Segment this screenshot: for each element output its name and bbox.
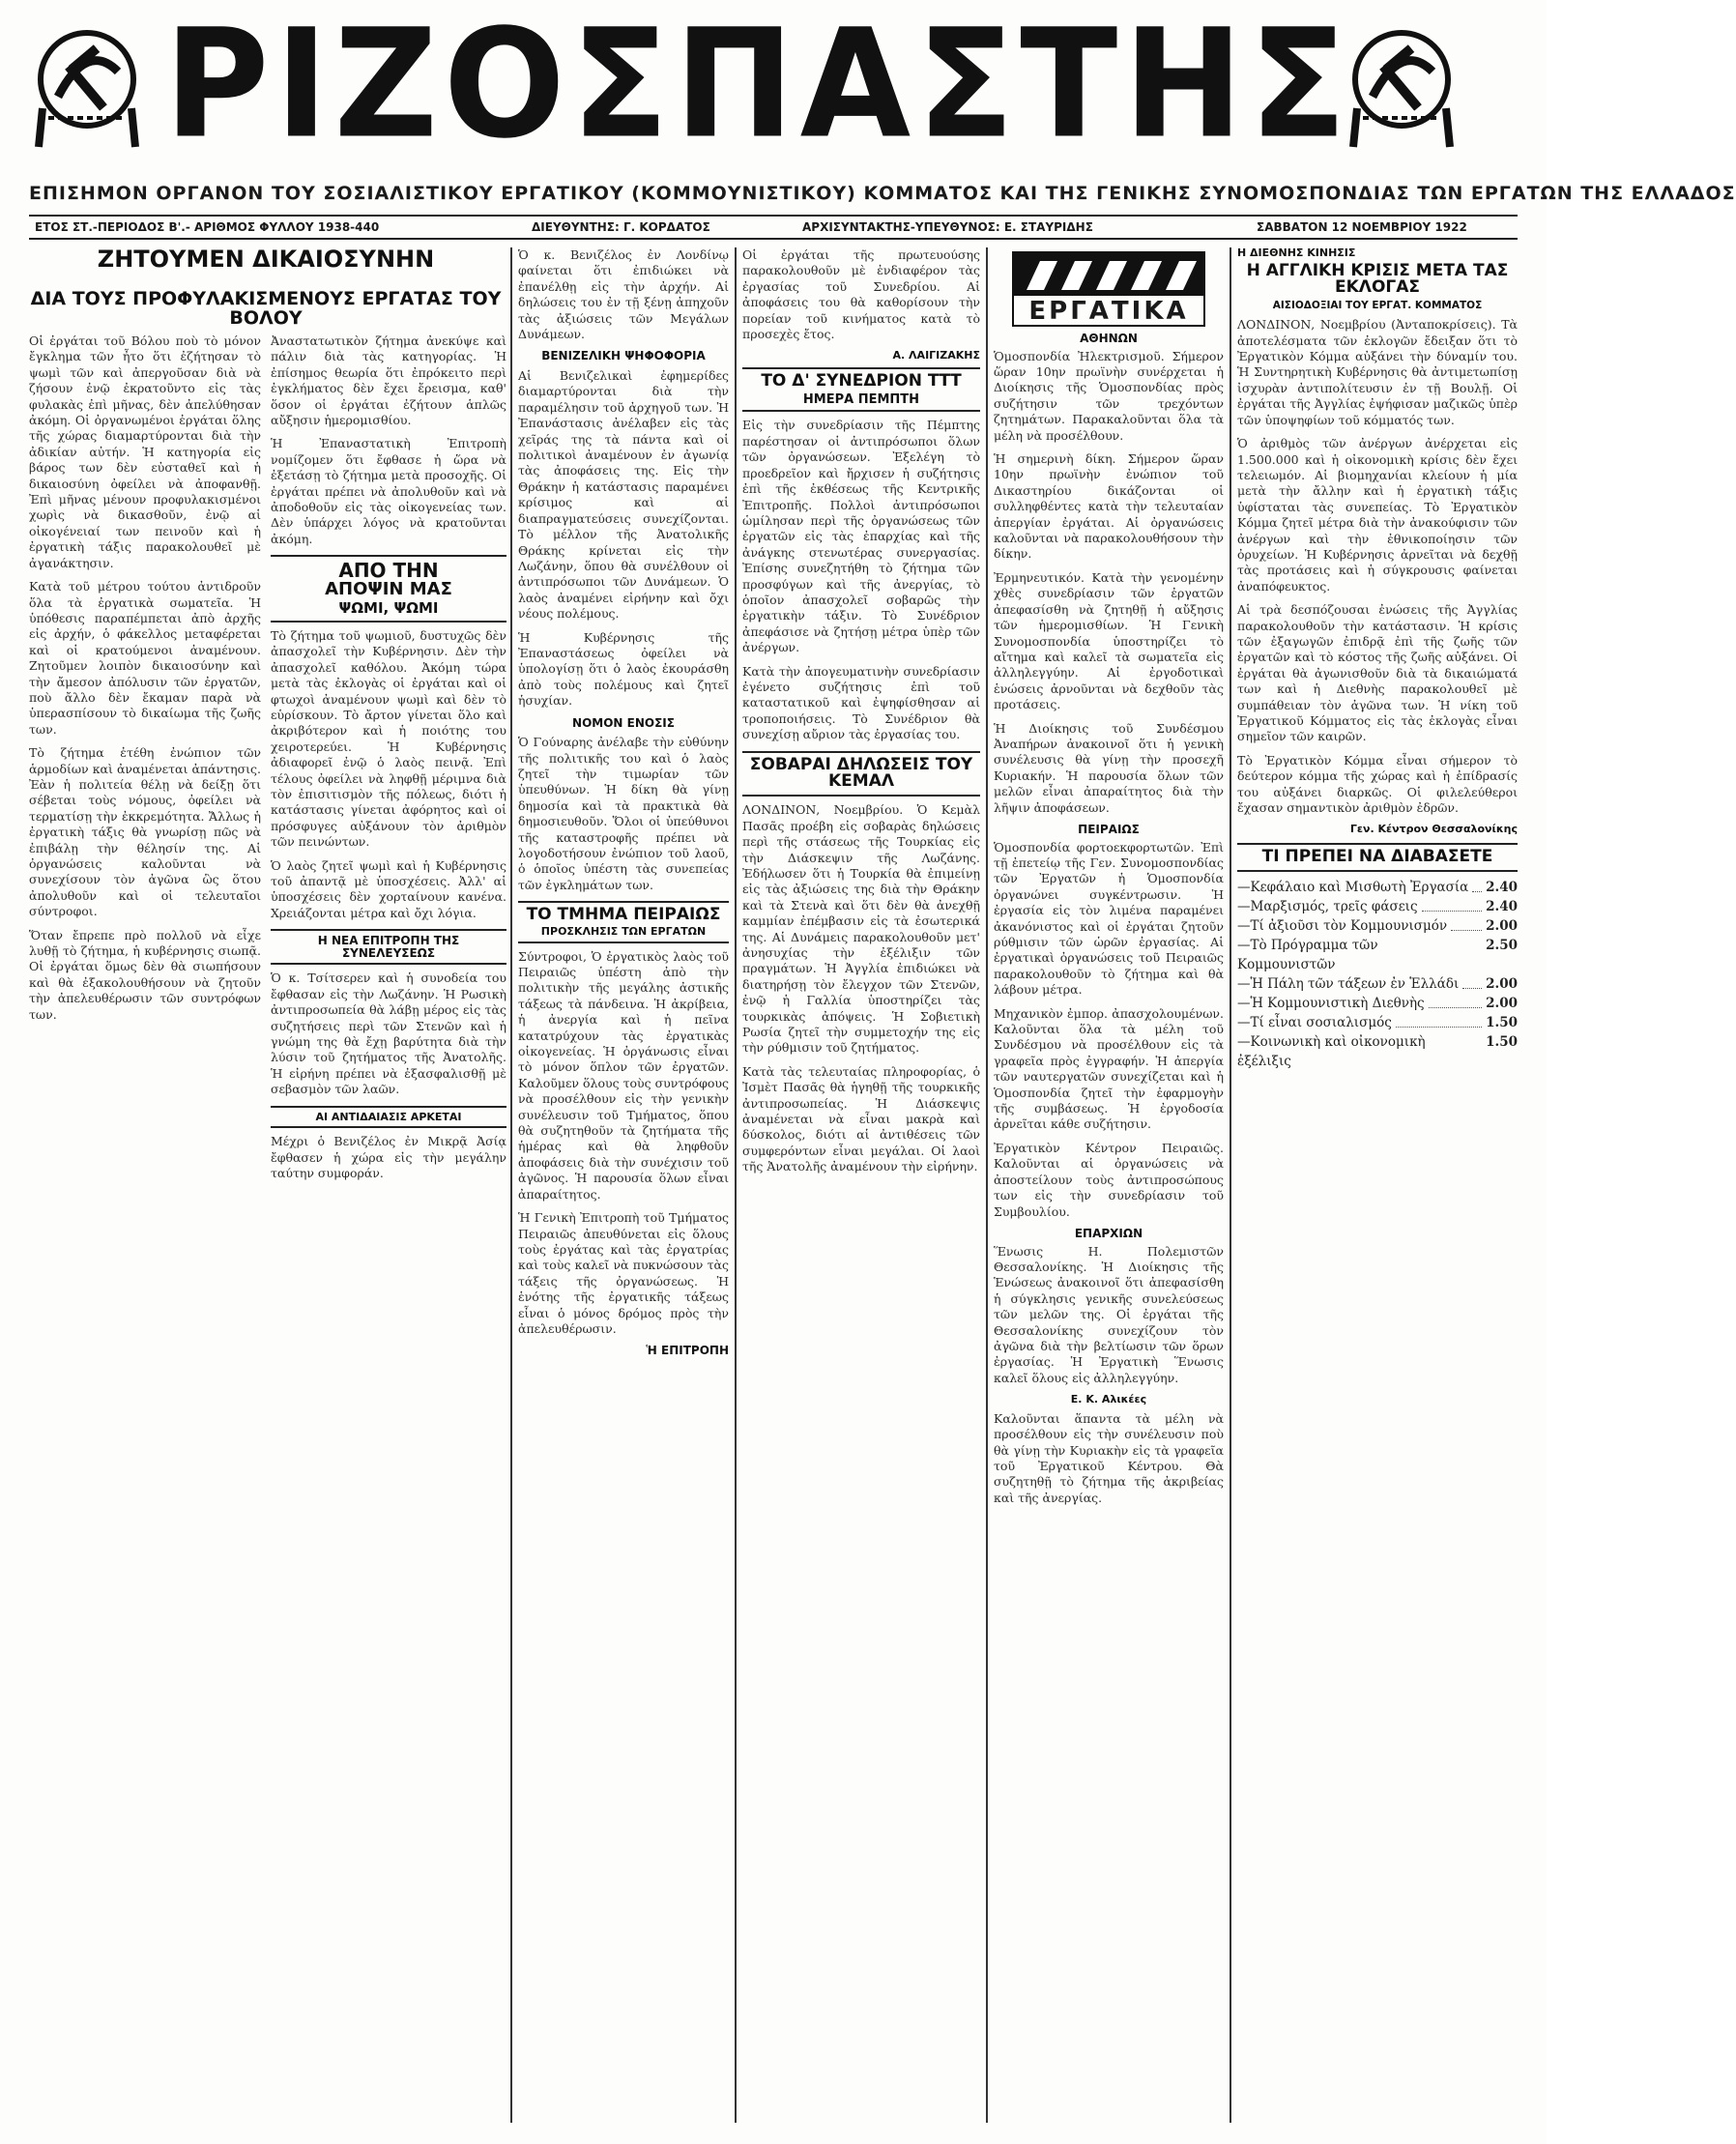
article-paragraph: Εἰς τὴν συνεδρίασιν τῆς Πέμπτης παρέστησαν οἱ ἀντιπρόσωποι ὅλων τῶν ὀργανώσεων. Ἐξελέγη τὸ προεδρεῖον καὶ ἤρχισεν ἡ συζήτησις ἐπὶ τῆς ἐκθέσεως τῆς Κεντρικῆς Ἐπιτροπῆς. Πολλοὶ ἀντιπρόσωποι ὡμίλησαν περὶ τῆς ὀργανώσεως τῶν ἐργατῶν εἰς τὰς ἐπαρχίας καὶ τῆς ἀνάγκης στενωτέρας συνεργασίας. Ἐπίσης συνεζητήθη τὸ ζήτημα τῶν προσφύγων καὶ τῆς ἀνεργίας, τὸ ὁποῖον ἀπασχολεῖ σοβαρῶς τὴν ἐργατικὴν τάξιν. Τὸ Συνέδριον ἀπεφάσισε νὰ ζητήσῃ μέτρα ὑπὲρ τῶν ἀνέργων. <box>742 418 980 655</box>
column-rule <box>986 247 988 2123</box>
section-title: ΑΠΟ ΤΗΝ <box>338 559 439 583</box>
column-rule <box>735 247 737 2123</box>
reading-list-item-title: —Κοινωνικὴ καὶ οἰκονομικὴ ἐξέλιξις <box>1237 1033 1426 1069</box>
reading-list-item-price: 2.50 <box>1486 937 1518 953</box>
masthead-title: ΡΙΖΟΣΠΑΣΤΗΣ <box>164 0 1353 172</box>
issue-info-strip <box>29 215 1518 240</box>
section-title: ΣΟΒΑΡΑΙ ΔΗΛΩΣΕΙΣ ΤΟΥ ΚΕΜΑΛ <box>742 751 980 797</box>
reading-list-item-title: —Μαρξισμός, τρεῖς φάσεις <box>1237 898 1418 914</box>
lead-paragraph: Κατὰ τοῦ μέτρου τούτου ἀντιδροῦν ὅλα τὰ ἐργατικὰ σωματεῖα. Ἡ ὑπόθεσις παραπέμπεται ἀπὸ ἀρχῆς εἰς ἀρχήν, ὁ φάκελλος μεταφέρεται καὶ οἱ κρατούμενοι ἀναμένουν. Ζητοῦμεν λοιπὸν δικαιοσύνην καὶ τὴν ἄμεσον ἀπόλυσιν τῶν ἐργατῶν, ποὺ ἄλλο δὲν ἔκαμαν παρὰ νὰ ὑπερασπίσουν τὸ δικαίωμα τῆς ζωῆς των. <box>29 579 261 737</box>
lead-paragraph: Ὅταν ἔπρεπε πρὸ πολλοῦ νὰ εἶχε λυθῇ τὸ ζήτημα, ἡ κυβέρνησις σιωπᾷ. Οἱ ἐργάται ὅμως δὲν θὰ σιωπήσουν καὶ θὰ ἐξακολουθήσουν νὰ ζητοῦν τὴν ἀπελευθέρωσιν τῶν συντρόφων των. <box>29 927 261 1022</box>
notice-paragraph: Καλοῦνται ἅπαντα τὰ μέλη νὰ προσέλθουν εἰς τὴν συνέλευσιν ποὺ θὰ γίνῃ τὴν Κυριακὴν εἰς τὰ γραφεῖα τοῦ Ἐργατικοῦ Κέντρου. Θὰ συζητηθῇ τὸ ζήτημα τῆς ἀκριβείας καὶ τῆς ἀνεργίας. <box>994 1410 1224 1505</box>
lead-paragraph: Οἱ ἐργάται τοῦ Βόλου ποὺ τὸ μόνον ἔγκλημα τῶν ἦτο ὅτι ἐζήτησαν τὸ ψωμὶ τῶν καὶ ἀπεργοῦσαν διὰ νὰ ζήσουν ἐνῷ ἐκρατοῦντο εἰς τὰς φυλακὰς ἐπὶ μῆνας, δὲν ἀπελύθησαν ἀκόμη. Οἱ ὀργανωμένοι ἐργάται ὅλης τῆς χώρας διαμαρτύρονται διὰ τὴν ἀδικίαν αὐτήν. Ἡ κατηγορία εἰς βάρος των δὲν εὐσταθεῖ καὶ ἡ δικαιοσύνη ὀφείλει νὰ ἀποφανθῇ. Ἐπὶ μῆνας μένουν προφυλακισμένοι χωρὶς νὰ δικασθοῦν, ἐνῷ αἱ οἰκογένειαί των πεινοῦν καὶ ἡ ἐργατικὴ τάξις παρακολουθεῖ μὲ ἀγανάκτησιν. <box>29 333 261 570</box>
logo-bar <box>1014 253 1203 296</box>
article-paragraph: Οἱ ἐργάται τῆς πρωτευούσης παρακολουθοῦν μὲ ἐνδιαφέρον τὰς ἐργασίας τοῦ Συνεδρίου. Αἱ ἀποφάσεις του θὰ καθορίσουν τὴν πορείαν τοῦ κινήματος κατὰ τὸ προσεχὲς ἔτος. <box>742 247 980 342</box>
article-paragraph: Αἱ τρὰ δεσπόζουσαι ἐνώσεις τῆς Ἀγγλίας παρακολουθοῦν τὴν κατάστασιν. Ἡ κρίσις τῶν ἐξαγωγῶν ἐπιδρᾷ ἐπὶ τῆς ζωῆς τῶν ἐργατῶν καὶ τὸ κόστος τῆς ζωῆς αὐξάνει. Οἱ ἐργάται θὰ ἀγωνισθοῦν διὰ τὰ δικαιώματά των καὶ ἡ Διεθνὴς παρακολουθεῖ μὲ συμπάθειαν τὸν ἀγῶνα των. Ἡ νίκη τοῦ Ἐργατικοῦ Κόμματος εἰς τὰς ἐκλογὰς εἶναι σημεῖον τῶν καιρῶν. <box>1237 602 1518 744</box>
article-paragraph: Σύντροφοι, Ὁ ἐργατικὸς λαὸς τοῦ Πειραιῶς ὑπέστη ἀπὸ τὴν πολιτικὴν τῆς μεγάλης ἀστικῆς τάξεως τὰ πάνδεινα. Ἡ ἀκρίβεια, ἡ ἀνεργία καὶ ἡ πεῖνα κατατρύχουν τὰς ἐργατικὰς οἰκογενείας. Ἡ ὀργάνωσις εἶναι τὸ μόνον ὅπλον τῶν ἐργατῶν. Καλοῦμεν ὅλους τοὺς συντρόφους νὰ προσέλθουν εἰς τὴν γενικὴν συνέλευσιν τοῦ Τμήματος, ὅπου θὰ συζητηθοῦν τὰ ζητήματα τῆς ἡμέρας καὶ θὰ ληφθοῦν ἀποφάσεις διὰ τὴν συνέχισιν τοῦ ἀγῶνος. Ἡ παρουσία ὅλων εἶναι ἀπαραίτητος. <box>518 948 729 1202</box>
section-kicker: ΨΩΜΙ, ΨΩΜΙ <box>338 599 439 618</box>
section-title: ΠΕΙΡΑΙΩΣ <box>1078 822 1140 836</box>
leader-dots <box>1422 897 1483 912</box>
notice-paragraph: Ὁμοσπονδία Ἠλεκτρισμοῦ. Σήμερον ὥραν 10ην πρωϊνὴν συνέρχεται ἡ Διοίκησις τῆς Ὁμοσπονδίας πρὸς συζήτησιν τῶν τρεχόντων ζητημάτων. Παρακαλοῦνται ὅλα τὰ μέλη νὰ προσέλθουν. <box>994 348 1224 443</box>
section-title: ΤΟ ΤΜΗΜΑ ΠΕΙΡΑΙΩΣ <box>526 905 721 925</box>
section-subtitle: ΑΠΟΨΙΝ ΜΑΣ <box>325 579 452 600</box>
reading-list-item <box>1237 1032 1518 1071</box>
ergatika-logo <box>1012 251 1205 327</box>
hammer-sickle-emblem-right <box>1344 21 1460 157</box>
section-title: ΑΘΗΝΩΝ <box>1080 332 1138 345</box>
column-4 <box>742 247 980 2123</box>
reading-list-item-title: —Τί ἀξιοῦσι τὸν Κομμουνισμόν <box>1237 917 1448 934</box>
issue-date: ΣΑΒΒΑΤΟΝ 12 ΝΟΕΜΒΡΙΟΥ 1922 <box>1257 220 1467 234</box>
reading-list-item-price: 1.50 <box>1486 1033 1518 1050</box>
reading-list-item <box>1237 1013 1518 1032</box>
section-heading-block <box>518 901 729 942</box>
leader-dots <box>1462 974 1482 989</box>
article-paragraph: Κατὰ τὴν ἀπογευματινὴν συνεδρίασιν ἐγένετο συζήτησις ἐπὶ τοῦ καταστατικοῦ καὶ ἐψηφίσθησαν αἱ τροποποιήσεις. Τὸ Συνέδριον θὰ συνεχίσῃ αὔριον τὰς ἐργασίας του. <box>742 663 980 742</box>
reading-list-item <box>1237 994 1518 1013</box>
section-title: ΤΟ Δ' ΣΥΝΕΔΡΙΟΝ ΤΤΤ <box>761 370 962 391</box>
column-3 <box>518 247 729 2123</box>
reading-list-item <box>1237 916 1518 936</box>
section-subtitle: ΑΙΣΙΟΔΟΞΙΑΙ ΤΟΥ ΕΡΓΑΤ. ΚΟΜΜΑΤΟΣ <box>1272 300 1483 312</box>
section-title: ΕΠΑΡΧΙΩΝ <box>1074 1226 1143 1240</box>
notice-paragraph: Ὁμοσπονδία φορτοεκφορτωτῶν. Ἐπὶ τῇ ἐπετείῳ τῆς Γεν. Συνομοσπονδίας τῶν Ἐργατῶν ἡ Ὁμοσπονδία ὀργανώνει συγκέντρωσιν. Ἡ ἐργασία εἰς τὸν λιμένα παραμένει ἀκανόνιστος καὶ οἱ ἐργάται ζητοῦν ρύθμισιν τῶν ὡρῶν ἐργασίας. Αἱ ἐργατικαὶ ὀργανώσεις τοῦ Πειραιῶς παρακολουθοῦν τὸ ζήτημα καὶ θὰ λάβουν μέτρα. <box>994 839 1224 998</box>
reading-list-item-title: —Τὸ Πρόγραμμα τῶν Κομμουνιστῶν <box>1237 937 1378 972</box>
signature: Γεν. Κέντρον Θεσσαλονίκης <box>1349 823 1518 836</box>
leader-dots <box>1396 1013 1482 1028</box>
notice-paragraph: Ἡ Διοίκησις τοῦ Συνδέσμου Ἀναπήρων ἀνακοινοῖ ὅτι ἡ γενικὴ συνέλευσις θὰ γίνῃ τὴν προσεχῆ Κυριακήν. Ἡ παρουσία ὅλων τῶν μελῶν εἶναι ἀπαραίτητος διὰ τὴν λῆψιν ἀποφάσεων. <box>994 720 1224 815</box>
section-title: ΑΙ ΑΝΤΙΔΑΙΑΣΙΣ ΑΡΚΕΤΑΙ <box>271 1106 506 1129</box>
article-paragraph: Μέχρι ὁ Βενιζέλος ἐν Μικρᾷ Ἀσίᾳ ἔφθασεν ἡ χώρα εἰς τὴν μεγάλην ταύτην συμφοράν. <box>271 1134 506 1181</box>
reading-list <box>1237 878 1518 1071</box>
notice-paragraph: Ἕνωσις Η. Πολεμιστῶν Θεσσαλονίκης. Ἡ Διοίκησις τῆς Ἑνώσεως ἀνακοινοῖ ὅτι ἀπεφασίσθη ἡ σύγκλησις γενικῆς συνελεύσεως τῶν μελῶν της. Οἱ ἐργάται τῆς Θεσσαλονίκης συνεχίζουν τὸν ἀγῶνα διὰ τὴν βελτίωσιν τῶν ὅρων ἐργασίας. Ἡ Ἐργατικὴ Ἕνωσις καλεῖ ὅλους εἰς ἀλληλεγγύην. <box>994 1243 1224 1385</box>
section-title: ΝΟΜΟΝ ΕΝΟΣΙΣ <box>572 715 675 730</box>
reading-list-item-price: 2.40 <box>1486 879 1518 895</box>
article-paragraph: Αἱ Βενιζελικαὶ ἐφημερίδες διαμαρτύρονται διὰ τὴν παραμέλησιν τοῦ ἀρχηγοῦ των. Ἡ Ἐπανάστασις ἀνέλαβεν εἰς τὰς χεῖράς της τὰ πάντα καὶ οἱ πολιτικοὶ ἀναμένουν ἐν ἀγωνίᾳ τὰς ἀποφάσεις της. Εἰς τὴν Θράκην ἡ κατάστασις παραμένει κρίσιμος καὶ αἱ διαπραγματεύσεις συνεχίζονται. Τὸ μέλλον τῆς Ἀνατολικῆς Θράκης κρίνεται εἰς τὴν Λωζάνην, ὅπου θὰ συνέλθουν οἱ ἀντιπρόσωποι τῶν Δυνάμεων. Ὁ λαὸς ἀναμένει εἰρήνην καὶ ὄχι νέους πολέμους. <box>518 368 729 622</box>
reading-list-item-price: 2.40 <box>1486 898 1518 914</box>
article-paragraph: Τὸ Ἐργατικὸν Κόμμα εἶναι σήμερον τὸ δεύτερον κόμμα τῆς χώρας καὶ ἡ ἐπίδρασίς του αὐξάνει διαρκῶς. Οἱ φιλελεύθεροι ἔχασαν σημαντικὸν ἀριθμὸν ἐδρῶν. <box>1237 752 1518 816</box>
editor-name: ΑΡΧΙΣΥΝΤΑΚΤΗΣ-ΥΠΕΥΘΥΝΟΣ: Ε. ΣΤΑΥΡΙΔΗΣ <box>802 220 1093 234</box>
section-subtitle: ΗΜΕΡΑ ΠΕΜΠΤΗ <box>802 391 920 407</box>
director-name: ΔΙΕΥΘΥΝΤΗΣ: Γ. ΚΟΡΔΑΤΟΣ <box>532 220 710 234</box>
column-5 <box>994 247 1224 2123</box>
reading-list-item <box>1237 936 1518 974</box>
signature: Ε. Κ. Αλικέες <box>1070 1393 1147 1406</box>
signature: Α. ΛΑΙΓΙΖΑΚΗΣ <box>892 349 980 362</box>
reading-list-item <box>1237 974 1518 994</box>
lead-subhead-area <box>29 290 503 329</box>
article-paragraph: ΛΟΝΔΙΝΟΝ, Νοεμβρίου (Ἀνταποκρίσεις). Τὰ ἀποτελέσματα τῶν ἐκλογῶν ἔδειξαν ὅτι τὸ Ἐργατικὸν Κόμμα αὐξάνει τὴν δύναμίν του. Ἡ Συντηρητικὴ Κυβέρνησις θὰ ἀντιμετωπίσῃ ἰσχυρὰν ἀντιπολίτευσιν ἐν τῇ Βουλῇ. Οἱ ἐργάται τῆς Ἀγγλίας ἐψήφισαν μαζικῶς ὑπὲρ τῶν ὑποψηφίων τοῦ κόμματός των. <box>1237 317 1518 427</box>
section-title: Η ΑΓΓΛΙΚΗ ΚΡΙΣΙΣ ΜΕΤΑ ΤΑΣ ΕΚΛΟΓΑΣ <box>1246 260 1509 298</box>
signature: Ἡ ΕΠΙΤΡΟΠΗ <box>646 1344 729 1358</box>
notice-paragraph: Ἡ σημερινὴ δίκη. Σήμερον ὥραν 10ην πρωϊνὴν ἐνώπιον τοῦ Δικαστηρίου δικάζονται οἱ συλληφθέντες κατὰ τὴν τελευταίαν ἀπεργίαν ἐργάται. Αἱ ὀργανώσεις καλοῦνται νὰ παρακολουθήσουν τὴν δίκην. <box>994 451 1224 562</box>
article-paragraph: Ἀναστατωτικὸν ζήτημα ἀνεκύψε καὶ πάλιν διὰ τὰς κατηγορίας. Ἡ ἐπίσημος θεωρία ὅτι ἐπρόκειτο περὶ ἐγκλήματος δὲν ἔχει ἔρεισμα, καθ' ὅσον οἱ ἐργάται ἐζήτουν ἁπλῶς αὔξησιν ἡμερομισθίου. <box>271 333 506 428</box>
reading-list-item-title: —Ἡ Πάλη τῶν τάξεων ἐν Ἑλλάδι <box>1237 975 1460 992</box>
article-paragraph: Ὁ κ. Τσίτσερεν καὶ ἡ συνοδεία του ἔφθασαν εἰς τὴν Λωζάνην. Ἡ Ρωσικὴ ἀντιπροσωπεία θὰ λάβῃ μέρος εἰς τὰς συζητήσεις περὶ τῶν Στενῶν καὶ ἡ γνώμη της θὰ ἔχῃ βαρύτητα διὰ τὴν λύσιν τοῦ ζητήματος τῆς Ἀνατολῆς. Ἡ εἰρήνη πρέπει νὰ ἐξασφαλισθῇ μὲ σεβασμὸν τῶν λαῶν. <box>271 971 506 1097</box>
article-paragraph: Ἡ Γενικὴ Ἐπιτροπὴ τοῦ Τμήματος Πειραιῶς ἀπευθύνεται εἰς ὅλους τοὺς ἐργάτας καὶ τὰς ἐργατρίας καὶ τοὺς καλεῖ νὰ πυκνώσουν τὰς τάξεις τῆς ὀργανώσεως. Ἡ ἑνότης τῆς ἐργατικῆς τάξεως εἶναι ὁ μόνος δρόμος πρὸς τὴν ἀπελευθέρωσιν. <box>518 1210 729 1336</box>
reading-list-item-title: —Ἡ Κομμουνιστικὴ Διεθνὴς <box>1237 995 1425 1011</box>
article-paragraph: Τὸ ζήτημα τοῦ ψωμιοῦ, δυστυχῶς δὲν ἀπασχολεῖ τὴν Κυβέρνησιν. Δὲν τὴν ἀπασχολεῖ καθόλου. Ἀκόμη τώρα μετὰ τὰς ἐκλογὰς οἱ ἐργάται καὶ οἱ φτωχοὶ ἀναμένουν ψωμὶ καὶ δὲν τὸ εὑρίσκουν. Τὸ ἄρτον γίνεται ὅλο καὶ ἀκριβότερον καὶ ἡ ποιότης του χειροτερεύει. Ἡ Κυβέρνησις ἀδιαφορεῖ ἐνῷ ὁ λαὸς πεινᾷ. Ἐπὶ τέλους ὀφείλει νὰ ληφθῇ μέριμνα διὰ τὸν ἐπισιτισμὸν τῆς πόλεως, διότι ἡ κατάστασις γίνεται ἀφόρητος καὶ οἱ πρόσφυγες αὐξάνουν τὸν ἀριθμὸν τῶν πεινώντων. <box>271 627 506 850</box>
article-paragraph: Ὁ λαὸς ζητεῖ ψωμὶ καὶ ἡ Κυβέρνησις τοῦ ἀπαντᾷ μὲ ὑποσχέσεις. Ἀλλ' αἱ ὑποσχέσεις δὲν χορταίνουν κανένα. Χρειάζονται μέτρα καὶ ὄχι λόγια. <box>271 857 506 920</box>
reading-list-item-price: 2.00 <box>1486 995 1518 1011</box>
hammer-sickle-emblem-left <box>29 21 145 157</box>
reading-list-item-price: 2.00 <box>1486 917 1518 934</box>
logo-word: ΕΡΓΑΤΙΚΑ <box>1028 297 1189 326</box>
notice-paragraph: Ἐργατικὸν Κέντρον Πειραιῶς. Καλοῦνται αἱ ὀργανώσεις νὰ ἀποστείλουν τοὺς ἀντιπροσώπους των εἰς τὴν συνεδρίασιν τοῦ Συμβουλίου. <box>994 1140 1224 1219</box>
reading-list-item-price: 1.50 <box>1486 1014 1518 1030</box>
column-rule <box>1230 247 1231 2123</box>
article-paragraph: Ὁ ἀριθμὸς τῶν ἀνέργων ἀνέρχεται εἰς 1.500.000 καὶ ἡ οἰκονομικὴ κρίσις δὲν ἔχει τελειωμόν. Αἱ βιομηχανίαι κλείουν ἡ μία μετὰ τὴν ἄλλην καὶ ἡ ἐργατικὴ τάξις ὑφίσταται τὰς συνεπείας. Τὸ Ἐργατικὸν Κόμμα ζητεῖ μέτρα διὰ τὴν ἀνακούφισιν τῶν ἀνέργων καὶ τὴν ἐθνικοποίησιν τῶν ὀρυχείων. Ἡ Κυβέρνησις ἀρνεῖται νὰ δεχθῇ τὰς προτάσεις καὶ ἡ σύγκρουσις φαίνεται ἀναπόφευκτος. <box>1237 436 1518 594</box>
lead-subhead: ΔΙΑ ΤΟΥΣ ΠΡΟΦΥΛΑΚΙΣΜΕΝΟΥΣ ΕΡΓΑΤΑΣ ΤΟΥ ΒΟΛΟΥ <box>30 288 502 329</box>
notice-paragraph: Μηχανικὸν ἐμπορ. ἀπασχολουμένων. Καλοῦνται ὅλα τὰ μέλη τοῦ Συνδέσμου νὰ προσέλθουν εἰς τὰ γραφεῖα πρὸς ἐγγραφήν. Ἡ ἀπεργία τῶν ναυτεργατῶν συνεχίζεται καὶ ἡ Ὁμοσπονδία ζητεῖ τὴν ἐφαρμογὴν τῆς συμβάσεως. Ἡ ἐργοδοσία ἀρνεῖται κάθε συζήτησιν. <box>994 1005 1224 1132</box>
section-heading-block <box>742 367 980 412</box>
reading-list-title: ΤΙ ΠΡΕΠΕΙ ΝΑ ΔΙΑΒΑΣΕΤΕ <box>1237 843 1518 872</box>
lead-headline: ΖΗΤΟΥΜΕΝ ΔΙΚΑΙΟΣΥΝΗΝ <box>97 246 435 273</box>
reading-list-item-title: —Τί εἶναι σοσιαλισμός <box>1237 1014 1392 1030</box>
column-rule <box>510 247 512 2123</box>
section-subtitle: ΠΡΟΣΚΛΗΣΙΣ ΤΩΝ ΕΡΓΑΤΩΝ <box>540 925 707 939</box>
masthead-subtitle: ΕΠΙΣΗΜΟΝ ΟΡΓΑΝΟΝ ΤΟΥ ΣΟΣΙΑΛΙΣΤΙΚΟΥ ΕΡΓΑΤΙΚΟΥ (ΚΟΜΜΟΥΝΙΣΤΙΚΟΥ) ΚΟΜΜΑΤΟΣ ΚΑΙ ΤΗΣ ΓΕΝΙΚΗΣ ΣΥΝΟΜΟΣΠΟΝΔΙΑΣ ΤΩΝ ΕΡΓΑΤΩΝ ΤΗΣ ΕΛΛΑΔΟΣ <box>29 183 1736 204</box>
article-paragraph: Ὁ κ. Βενιζέλος ἐν Λονδίνῳ φαίνεται ὅτι ἐπιδιώκει νὰ ἐπανέλθῃ εἰς τὴν ἀρχήν. Αἱ δηλώσεις του ἐν τῇ ξένῃ ἀπηχοῦν τὰς ἀξιώσεις τῶν Μεγάλων Δυνάμεων. <box>518 247 729 342</box>
section-title: Η ΝΕΑ ΕΠΙΤΡΟΠΗ ΤΗΣ ΣΥΝΕΛΕΥΣΕΩΣ <box>271 929 506 965</box>
notice-paragraph: Ἐρμηνευτικόν. Κατὰ τὴν γενομένην χθὲς συνεδρίασιν τῶν ἐργατῶν ἀπεφασίσθη νὰ ζητηθῇ ἡ αὔξησις τῶν ἡμερομισθίων. Ἡ Γενικὴ Συνομοσπονδία ὑποστηρίζει τὸ αἴτημα καὶ καλεῖ τὰ σωματεῖα εἰς ἀλληλεγγύην. Αἱ ἐργοδοτικαὶ ἑνώσεις ἀρνοῦνται νὰ δεχθοῦν τὰς προτάσεις. <box>994 569 1224 712</box>
issue-number: ΕΤΟΣ ΣΤ.-ΠΕΡΙΟΔΟΣ Β'.- ΑΡΙΘΜΟΣ ΦΥΛΛΟΥ 1938-440 <box>35 220 380 234</box>
column-6 <box>1237 247 1518 2123</box>
article-paragraph: Ἡ Κυβέρνησις τῆς Ἐπαναστάσεως ὀφείλει νὰ ὑπολογίσῃ ὅτι ὁ λαὸς ἐκουράσθη ἀπὸ τοὺς πολέμους καὶ ζητεῖ ἡσυχίαν. <box>518 629 729 709</box>
lead-article-col-a <box>29 333 261 2122</box>
reading-list-item <box>1237 897 1518 916</box>
reading-list-item-price: 2.00 <box>1486 975 1518 992</box>
leader-dots <box>1451 916 1482 931</box>
article-paragraph: Κατὰ τὰς τελευταίας πληροφορίας, ὁ Ἰσμὲτ Πασᾶς θὰ ἡγηθῇ τῆς τουρκικῆς ἀντιπροσωπείας. Ἡ Διάσκεψις ἀναμένεται νὰ εἶναι μακρὰ καὶ δύσκολος, διότι αἱ ἀντιθέσεις τῶν συμφερόντων εἶναι μεγάλαι. Οἱ λαοὶ τῆς Ἀνατολῆς ἀναμένουν τὴν εἰρήνην. <box>742 1063 980 1174</box>
section-kicker: Η ΔΙΕΘΝΗΣ ΚΙΝΗΣΙΣ <box>1237 246 1356 259</box>
leader-dots <box>1472 878 1482 892</box>
section-heading-block <box>271 555 506 623</box>
leader-dots <box>1429 994 1483 1008</box>
article-paragraph: Ὁ Γούναρης ἀνέλαβε τὴν εὐθύνην τῆς πολιτικῆς του καὶ ὁ λαὸς ζητεῖ τὴν τιμωρίαν τῶν ὑπευθύνων. Ἡ δίκη θὰ γίνῃ δημοσία καὶ τὰ πρακτικὰ θὰ δημοσιευθοῦν. Ὅλοι οἱ ὑπεύθυνοι τῆς καταστροφῆς πρέπει νὰ λογοδοτήσουν ἐνώπιον τοῦ λαοῦ, ὁ ὁποῖος ὑπέστη τὰς συνεπείας τῶν ἐγκλημάτων των. <box>518 735 729 892</box>
lead-paragraph: Τὸ ζήτημα ἐτέθη ἐνώπιον τῶν ἁρμοδίων καὶ ἀναμένεται ἀπάντησις. Ἐὰν ἡ πολιτεία θέλῃ νὰ δείξῃ ὅτι σέβεται τοὺς νόμους, ὀφείλει νὰ τερματίσῃ τὴν ἐκκρεμότητα. Ἄλλως ἡ ἐργατικὴ τάξις θὰ γνωρίσῃ πῶς νὰ ἐπιβάλῃ τὴν θέλησίν της. Αἱ ὀργανώσεις καλοῦνται νὰ συνεχίσουν τὸν ἀγῶνα ὣς ὅτου ἀπολυθοῦν καὶ οἱ τελευταῖοι σύντροφοι. <box>29 745 261 919</box>
reading-list-item <box>1237 878 1518 897</box>
article-paragraph: Ἡ Ἐπαναστατικὴ Ἐπιτροπὴ νομίζομεν ὅτι ἔφθασε ἡ ὥρα νὰ ἐξετάσῃ τὸ ζήτημα μετὰ προσοχῆς. Οἱ ἐργάται πρέπει νὰ ἀπολυθοῦν καὶ νὰ ἀποδοθοῦν εἰς τὰς οἰκογενείας των. Δὲν ὑπάρχει λόγος νὰ κρατοῦνται ἀκόμη. <box>271 436 506 546</box>
article-paragraph: ΛΟΝΔΙΝΟΝ, Νοεμβρίου. Ὁ Κεμὰλ Πασᾶς προέβη εἰς σοβαρὰς δηλώσεις περὶ τῆς στάσεως τῆς Τουρκίας εἰς τὴν Διάσκεψιν τῆς Λωζάνης. Ἐδήλωσεν ὅτι ἡ Τουρκία θὰ ἐπιμείνῃ εἰς τὰς ἀξιώσεις της διὰ τὴν Θράκην καὶ τὰ Στενὰ καὶ ὅτι δὲν θὰ ἀνεχθῇ καμμίαν ἐπέμβασιν εἰς τὰ ἐσωτερικά της. Αἱ Δυνάμεις παρακολουθοῦν μετ' ἀνησυχίας τὴν ἐξέλιξιν τῶν πραγμάτων. Ἡ Ἀγγλία ἐπιδιώκει νὰ διατηρήσῃ τὸν ἔλεγχον τῶν Στενῶν, ἐνῷ ἡ Γαλλία ὑποστηρίζει τὰς τουρκικὰς ἀπόψεις. Ἡ Σοβιετικὴ Ρωσία ζητεῖ τὴν συμμετοχήν της εἰς τὴν ρύθμισιν τοῦ ζητήματος. <box>742 802 980 1056</box>
reading-list-item-title: —Κεφάλαιο καὶ Μισθωτὴ Ἐργασία <box>1237 879 1469 895</box>
column-2 <box>271 333 506 2122</box>
section-title: ΒΕΝΙΖΕΛΙΚΗ ΨΗΦΟΦΟΡΙΑ <box>541 349 706 363</box>
